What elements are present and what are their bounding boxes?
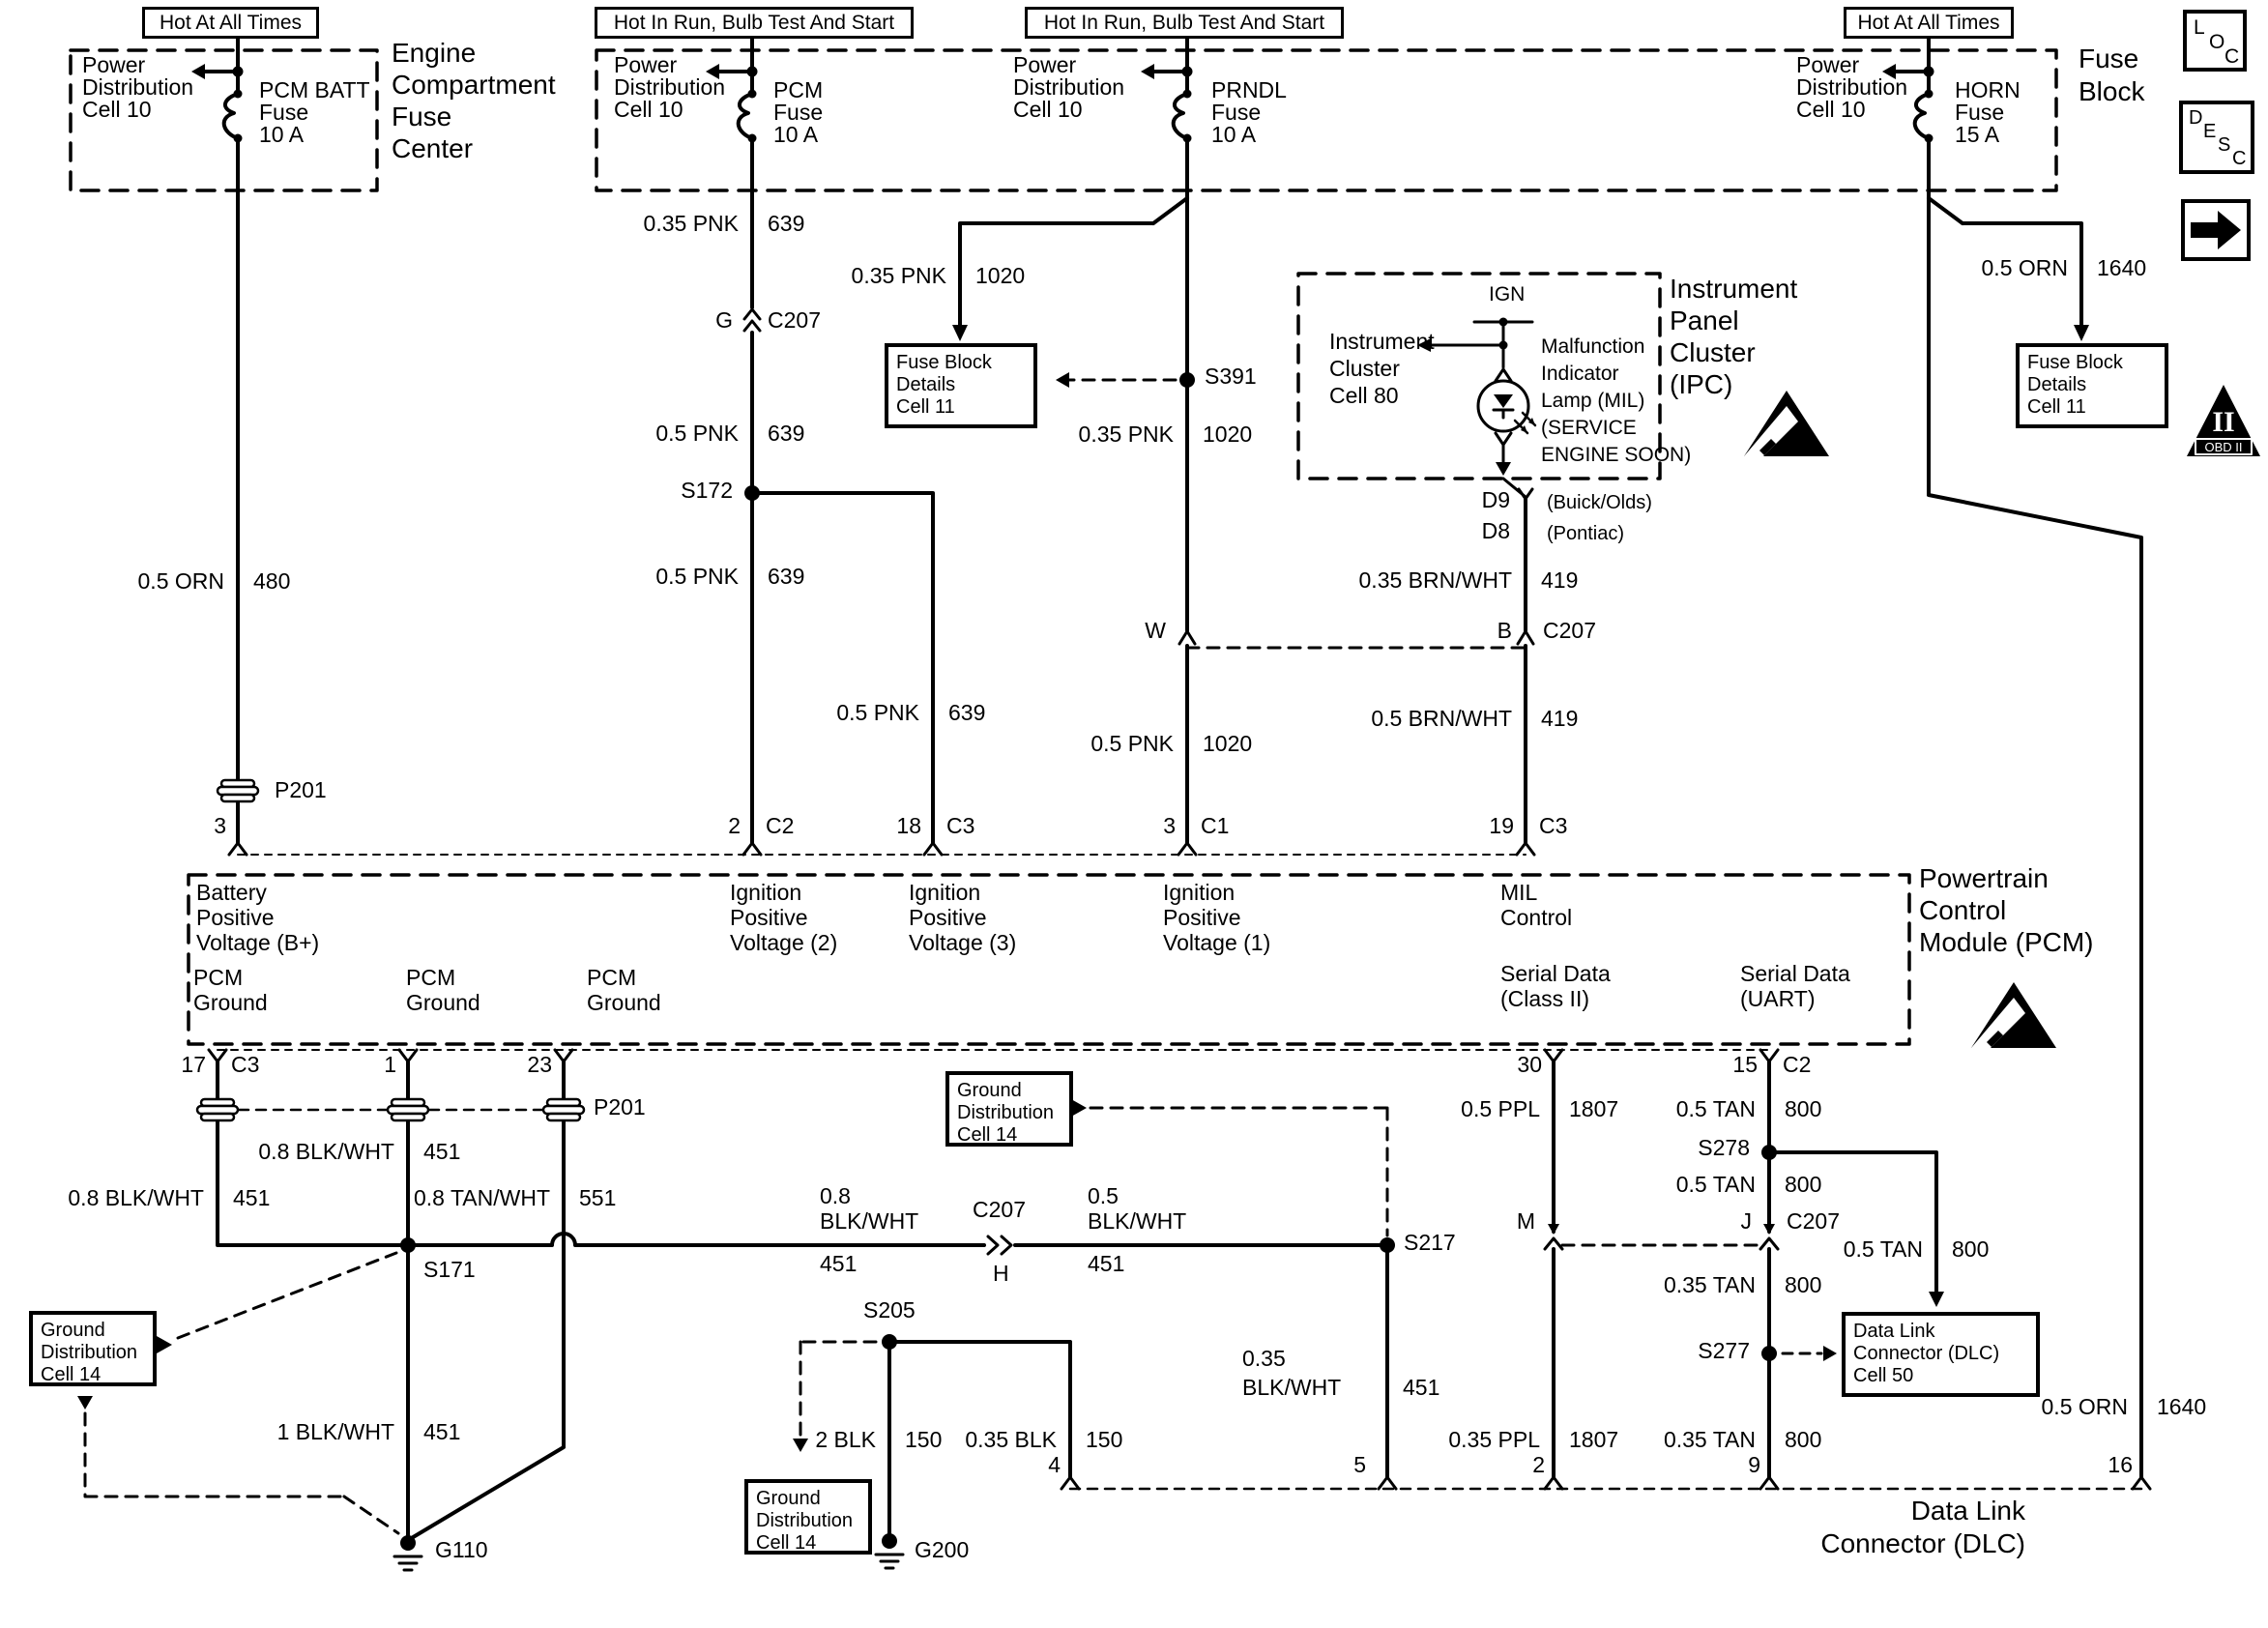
grommet-p201b-label: P201 [594, 1094, 646, 1119]
pcm-gnd2-2: Ground [406, 990, 480, 1015]
wire-blkwht451a-ckt: 451 [423, 1139, 461, 1164]
pcm-ign3-1: Ignition [909, 880, 981, 905]
obd2-pillar: II [2212, 406, 2235, 438]
splice-s278: S278 [1698, 1135, 1750, 1160]
callout-line: Fuse Block [896, 352, 992, 373]
callout-line: Distribution [957, 1102, 1055, 1123]
wire-blkwht451f-ckt: 451 [423, 1419, 461, 1444]
pin-18: 18 [896, 813, 921, 838]
wire-brnwht419a-color: 0.35 BRN/WHT [1358, 567, 1512, 593]
pcm-ign2-2: Positive [730, 905, 808, 930]
cl-pcm-1: Powertrain [1919, 863, 2049, 893]
wire-blkwht451a-color: 0.8 BLK/WHT [258, 1139, 394, 1164]
conn-b-name: C207 [1543, 618, 1596, 643]
callout-line: Cell 14 [756, 1532, 817, 1554]
pd2-line2: Distribution [614, 74, 726, 100]
callout-line: Cell 11 [896, 396, 955, 418]
wire-tan800a-ckt: 800 [1785, 1096, 1822, 1121]
fuse3-name: PRNDL [1211, 77, 1287, 102]
wire-blk150b-ckt: 150 [1086, 1427, 1123, 1452]
ipc-d8-note: (Pontiac) [1547, 523, 1625, 544]
wire-blkwht451b-color: 0.8 BLK/WHT [68, 1185, 204, 1210]
fuse1-amps: 10 A [259, 122, 305, 147]
pcm-ign3-2: Positive [909, 905, 987, 930]
pcm-serial-class2-1: Serial Data [1500, 961, 1611, 986]
conn-j-letter: J [1740, 1208, 1752, 1234]
pin-9: 9 [1748, 1452, 1760, 1477]
pcm-gnd3-2: Ground [587, 990, 661, 1015]
callout-line: Ground [756, 1488, 821, 1509]
pcm-serial-uart-2: (UART) [1740, 986, 1816, 1011]
pin-19: 19 [1489, 813, 1514, 838]
fuse2-word: Fuse [773, 100, 824, 125]
wire-blkwht451e-2: BLK/WHT [1242, 1375, 1342, 1400]
wire-pnk639c-ckt: 639 [768, 564, 805, 589]
pcm-ign3-3: Voltage (3) [909, 930, 1017, 955]
wire-ppl1807a-ckt: 1807 [1569, 1096, 1619, 1121]
pcm-batt-2: Positive [196, 905, 275, 930]
wire-brnwht419a-ckt: 419 [1541, 567, 1579, 593]
pin-5: 5 [1353, 1452, 1366, 1477]
cl-ipc-3: Cluster [1670, 337, 1756, 367]
cl-fuseblock-2: Block [2079, 76, 2145, 106]
cl-ipc-4: (IPC) [1670, 369, 1733, 399]
conn-h-letter: H [993, 1261, 1009, 1286]
cl-engine-2: Compartment [392, 70, 556, 100]
loc-letter: O [2209, 31, 2225, 53]
wire-tan800c-ckt: 800 [1952, 1236, 1990, 1262]
splice-s217: S217 [1404, 1230, 1456, 1255]
ipc-d8: D8 [1481, 518, 1510, 543]
wire-pnk639a-ckt: 639 [768, 211, 805, 236]
conn-w-letter: W [1145, 618, 1166, 643]
pin-15: 15 [1732, 1052, 1758, 1077]
wire-tan800b-color: 0.5 TAN [1675, 1172, 1756, 1197]
wire-tan800e-ckt: 800 [1785, 1427, 1822, 1452]
conn-m-letter: M [1516, 1208, 1535, 1234]
pcm-batt-3: Voltage (B+) [196, 930, 320, 955]
wire-tan800a-color: 0.5 TAN [1675, 1096, 1756, 1121]
pin-2: 2 [728, 813, 741, 838]
ipc-mil-2: Indicator [1541, 363, 1619, 385]
wire-pnk1020c-color: 0.5 PNK [1090, 731, 1174, 756]
pd3-line1: Power [1013, 52, 1077, 77]
callout-line: Data Link [1853, 1321, 1935, 1342]
wire-blkwht451d-3: 451 [1088, 1251, 1125, 1276]
pin-2-conn: C2 [766, 813, 795, 838]
pin-3-top: 3 [214, 813, 226, 838]
wire-pnk639b-color: 0.5 PNK [655, 421, 739, 446]
pin-17-conn: C3 [231, 1052, 260, 1077]
wire-pnk639d-ckt: 639 [948, 700, 986, 725]
wire-blkwht451d-1: 0.5 [1088, 1183, 1119, 1208]
pd4-line2: Distribution [1796, 74, 1908, 100]
wire-blkwht451e-3: 451 [1403, 1375, 1440, 1400]
ipc-mil-1: Malfunction [1541, 335, 1645, 358]
pin-15-conn: C2 [1783, 1052, 1812, 1077]
desc-letter: D [2189, 107, 2203, 129]
wire-brnwht419b-ckt: 419 [1541, 706, 1579, 731]
header-label: Hot In Run, Bulb Test And Start [1043, 11, 1325, 34]
wire-orn1640a-ckt: 1640 [2097, 255, 2147, 280]
ipc-mil-5: ENGINE SOON) [1541, 444, 1692, 466]
wire-pnk1020c-ckt: 1020 [1203, 731, 1253, 756]
wire-tan800c-color: 0.5 TAN [1843, 1236, 1923, 1262]
callout-line: Cell 50 [1853, 1365, 1914, 1386]
wire-brnwht419b-color: 0.5 BRN/WHT [1371, 706, 1512, 731]
wire-tan800b-ckt: 800 [1785, 1172, 1822, 1197]
ipc-cluster-1: Instrument [1329, 329, 1435, 354]
fuse4-name: HORN [1955, 77, 2021, 102]
pin-1: 1 [384, 1052, 396, 1077]
cl-dlc-2: Connector (DLC) [1820, 1528, 2025, 1558]
desc-letter: S [2218, 134, 2231, 156]
wire-pnk639c-color: 0.5 PNK [655, 564, 739, 589]
pcm-gnd1-2: Ground [193, 990, 268, 1015]
ground-g110-label: G110 [435, 1537, 488, 1562]
pd4-line3: Cell 10 [1796, 97, 1866, 122]
wire-blk150a-ckt: 150 [905, 1427, 943, 1452]
pd1-line3: Cell 10 [82, 97, 152, 122]
wire-pnk1020b-ckt: 1020 [1203, 422, 1253, 447]
pcm-serial-class2-2: (Class II) [1500, 986, 1589, 1011]
wire-pnk1020a-color: 0.35 PNK [851, 263, 946, 288]
pd2-line1: Power [614, 52, 678, 77]
pcm-ign2-3: Voltage (2) [730, 930, 838, 955]
wire-pnk639b-ckt: 639 [768, 421, 805, 446]
wire-tan800e-color: 0.35 TAN [1663, 1427, 1756, 1452]
wire-pnk639a-color: 0.35 PNK [643, 211, 739, 236]
wire-tan800d-color: 0.35 TAN [1663, 1272, 1756, 1297]
cl-fuseblock-1: Fuse [2079, 44, 2139, 73]
wire-blkwht451d-2: BLK/WHT [1088, 1208, 1187, 1234]
fuse1-name: PCM BATT [259, 77, 370, 102]
wire-pnk639d-color: 0.5 PNK [836, 700, 919, 725]
fuse2-amps: 10 A [773, 122, 819, 147]
pin-18-conn: C3 [946, 813, 975, 838]
cl-engine-3: Fuse [392, 102, 452, 131]
pcm-ign1-3: Voltage (1) [1163, 930, 1271, 955]
callout-line: Cell 14 [41, 1364, 102, 1385]
wire-ppl1807b-color: 0.35 PPL [1448, 1427, 1540, 1452]
wire-blkwht451b-ckt: 451 [233, 1185, 271, 1210]
callout-line: Details [896, 374, 956, 395]
ipc-cluster-3: Cell 80 [1329, 383, 1399, 408]
desc-letter: C [2232, 148, 2247, 169]
pd3-line3: Cell 10 [1013, 97, 1083, 122]
wire-orn1640b-color: 0.5 ORN [2041, 1394, 2128, 1419]
pin-16: 16 [2108, 1452, 2133, 1477]
cl-pcm-2: Control [1919, 895, 2007, 925]
loc-letter: L [2194, 16, 2205, 39]
wire-tan800d-ckt: 800 [1785, 1272, 1822, 1297]
pd2-line3: Cell 10 [614, 97, 683, 122]
pcm-milctl-2: Control [1500, 905, 1573, 930]
fuse4-word: Fuse [1955, 100, 2005, 125]
cl-engine-4: Center [392, 133, 474, 163]
ipc-d9: D9 [1481, 487, 1510, 512]
pd1-line2: Distribution [82, 74, 194, 100]
callout-line: Connector (DLC) [1853, 1343, 2000, 1364]
header-label: Hot At All Times [1857, 11, 2000, 34]
conn-h-name: C207 [973, 1197, 1026, 1222]
pin-4: 4 [1048, 1452, 1061, 1477]
cl-ipc-2: Panel [1670, 305, 1739, 335]
callout-line: Cell 11 [2027, 396, 2086, 418]
callout-line: Distribution [756, 1510, 854, 1531]
wire-blkwht451f-color: 1 BLK/WHT [276, 1419, 394, 1444]
wire-orn1640b-ckt: 1640 [2157, 1394, 2207, 1419]
loc-letter: C [2224, 45, 2240, 68]
wire-pnk1020a-ckt: 1020 [975, 263, 1026, 288]
pcm-serial-uart-1: Serial Data [1740, 961, 1850, 986]
pd4-line1: Power [1796, 52, 1860, 77]
wire-pnk1020b-color: 0.35 PNK [1078, 422, 1174, 447]
pin-2-dlc: 2 [1532, 1452, 1545, 1477]
ipc-mil-4: (SERVICE [1541, 417, 1637, 439]
cl-pcm-3: Module (PCM) [1919, 927, 2094, 957]
pcm-ign2-1: Ignition [730, 880, 802, 905]
wire-orn480-ckt: 480 [253, 568, 291, 594]
wire-orn1640a-color: 0.5 ORN [1981, 255, 2068, 280]
pcm-ign1-2: Positive [1163, 905, 1241, 930]
pcm-gnd3-1: PCM [587, 965, 637, 990]
wire-tanwht551-color: 0.8 TAN/WHT [414, 1185, 550, 1210]
callout-line: Fuse Block [2027, 352, 2123, 373]
conn-j-name: C207 [1787, 1208, 1840, 1234]
pcm-milctl-1: MIL [1500, 880, 1538, 905]
wire-blk150a-color: 2 BLK [815, 1427, 876, 1452]
ground-g200-label: G200 [915, 1537, 970, 1562]
pcm-batt-1: Battery [196, 880, 267, 905]
cl-dlc-1: Data Link [1910, 1496, 2025, 1526]
pcm-gnd1-1: PCM [193, 965, 244, 990]
pd1-line1: Power [82, 52, 146, 77]
ipc-ign: IGN [1489, 283, 1526, 305]
cl-ipc-1: Instrument [1670, 274, 1798, 304]
pin-30: 30 [1517, 1052, 1542, 1077]
pcm-ign1-1: Ignition [1163, 880, 1236, 905]
wire-blkwht451c-1: 0.8 [820, 1183, 851, 1208]
callout-line: Details [2027, 374, 2087, 395]
splice-s171: S171 [423, 1257, 476, 1282]
header-label: Hot In Run, Bulb Test And Start [613, 11, 895, 34]
pin-3-c1-conn: C1 [1201, 813, 1230, 838]
splice-s172: S172 [681, 478, 733, 503]
callout-line: Distribution [41, 1342, 138, 1363]
fuse3-amps: 10 A [1211, 122, 1257, 147]
wire-tanwht551-ckt: 551 [579, 1185, 617, 1210]
desc-letter: E [2203, 121, 2217, 142]
obd2-label: OBD II [2204, 440, 2243, 454]
conn-g-name: C207 [768, 307, 821, 333]
header-label: Hot At All Times [159, 11, 303, 34]
wire-orn480-color: 0.5 ORN [137, 568, 224, 594]
splice-s205: S205 [863, 1297, 916, 1323]
conn-g-letter: G [715, 307, 733, 333]
callout-line: Cell 14 [957, 1124, 1018, 1146]
pin-19-conn: C3 [1539, 813, 1568, 838]
wire-ppl1807a-color: 0.5 PPL [1461, 1096, 1540, 1121]
ipc-cluster-2: Cluster [1329, 356, 1400, 381]
grommet-p201a-label: P201 [275, 777, 327, 802]
pin-23: 23 [527, 1052, 552, 1077]
pd3-line2: Distribution [1013, 74, 1125, 100]
callout-line: Ground [41, 1320, 105, 1341]
pcm-gnd2-1: PCM [406, 965, 456, 990]
pin-3-c1: 3 [1163, 813, 1176, 838]
ipc-mil-3: Lamp (MIL) [1541, 390, 1645, 412]
fuse2-name: PCM [773, 77, 824, 102]
wire-blk150b-color: 0.35 BLK [965, 1427, 1057, 1452]
wire-blkwht451e-1: 0.35 [1242, 1346, 1286, 1371]
conn-b-letter: B [1497, 618, 1512, 643]
wire-blkwht451c-2: BLK/WHT [820, 1208, 919, 1234]
fuse4-amps: 15 A [1955, 122, 2000, 147]
splice-s277: S277 [1698, 1338, 1750, 1363]
fuse3-word: Fuse [1211, 100, 1262, 125]
ipc-d9-note: (Buick/Olds) [1547, 492, 1652, 513]
callout-line: Ground [957, 1080, 1022, 1101]
wire-ppl1807b-ckt: 1807 [1569, 1427, 1619, 1452]
splice-s391: S391 [1205, 363, 1257, 389]
wire-blkwht451c-3: 451 [820, 1251, 858, 1276]
fuse1-word: Fuse [259, 100, 309, 125]
pin-17: 17 [181, 1052, 206, 1077]
cl-engine-1: Engine [392, 38, 477, 68]
